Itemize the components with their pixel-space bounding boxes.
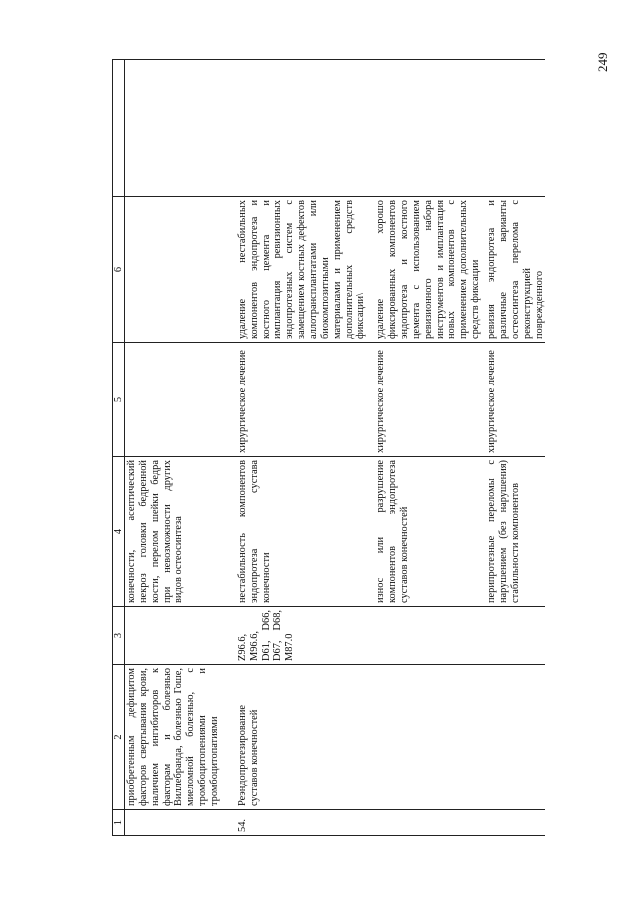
cell-treatment-type: хирургическое лечение (371, 343, 482, 457)
cell-method (125, 197, 229, 343)
header-col-7 (113, 60, 125, 197)
cell-method: удаление хорошо фиксированных компонентов эндопротеза и костного цемента с использованием ревизионного набора инструментов и имплантация новых компонентов с применением дополнительных средств фиксации (371, 197, 482, 343)
header-col-4: 4 (113, 457, 125, 607)
header-row (113, 60, 125, 836)
table-header (113, 60, 125, 836)
cell-treatment-type: хирургическое лечение (229, 343, 371, 457)
cell-method: ревизия эндопротеза и различные варианты остеосинтеза перелома с реконструкцией поврежденного (482, 197, 545, 343)
cell-extra (229, 60, 371, 197)
cell-treatment-type (125, 343, 229, 457)
page-number: 249 (595, 52, 610, 72)
cell-icd-codes (371, 607, 482, 665)
medical-procedures-table (112, 59, 545, 836)
cell-icd-codes: Z96.6, M96.6, D61, D66, D67, D68, M87.0 (229, 607, 371, 665)
cell-diagnosis: нестабильность компонентов эндопротеза сустава конечности (229, 457, 371, 607)
cell-icd-codes (125, 607, 229, 665)
table-row (482, 60, 545, 836)
header-col-6: 6 (113, 197, 125, 343)
table-row (371, 60, 482, 836)
cell-treatment-type: хирургическое лечение (482, 343, 545, 457)
cell-icd-codes (482, 607, 545, 665)
cell-procedure-name (371, 665, 482, 810)
cell-extra (482, 60, 545, 197)
cell-extra (371, 60, 482, 197)
cell-diagnosis: конечности, асептический некроз головки бедренной кости, перелом шейки бедра при невозможности других видов остеосинтеза (125, 457, 229, 607)
cell-number (482, 810, 545, 836)
cell-number (371, 810, 482, 836)
cell-method: удаление нестабильных компонентов эндопротеза и костного цемента и имплантация ревизионных эндопротезных систем с замещением костных дефектов аллотрансплантатами или биокомпозитными материалами и применением дополнительных средств фиксации\ (229, 197, 371, 343)
table-row (229, 60, 371, 836)
cell-procedure-name: приобретенным дефицитом факторов свертывания крови, наличием ингибиторов к факторам и болезнью Виллебранда, болезнью Гоше, миеломной болезнью, с тромбоцитопениями и тромбоцитопатиями (125, 665, 229, 810)
cell-diagnosis: перипротезные переломы с нарушением (без нарушения) стабильности компонентов (482, 457, 545, 607)
header-col-3: 3 (113, 607, 125, 665)
cell-procedure-name (482, 665, 545, 810)
table-row (125, 60, 229, 836)
rotated-table-container (112, 60, 574, 836)
header-col-2: 2 (113, 665, 125, 810)
cell-procedure-name: Реэндопротезирование суставов конечностей (229, 665, 371, 810)
cell-diagnosis: износ или разрушение компонентов эндопротеза суставов конечностей (371, 457, 482, 607)
header-col-1: 1 (113, 810, 125, 836)
cell-number (125, 810, 229, 836)
cell-extra (125, 60, 229, 197)
header-col-5: 5 (113, 343, 125, 457)
cell-number: 54. (229, 810, 371, 836)
